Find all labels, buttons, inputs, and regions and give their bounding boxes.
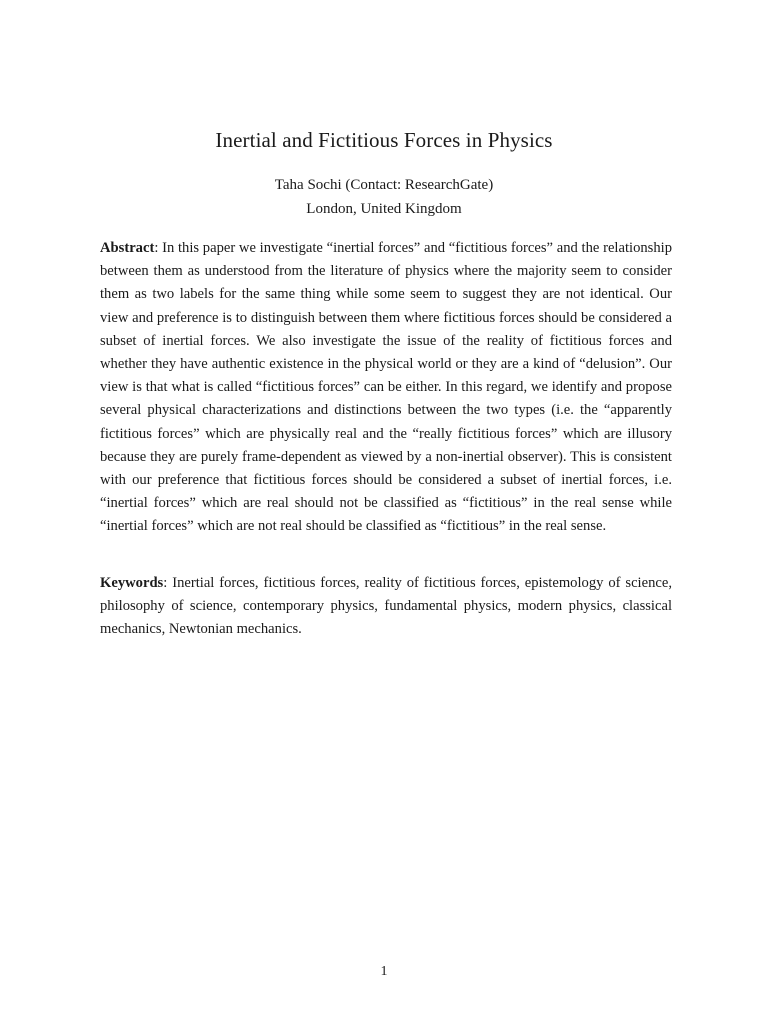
keywords-text: : Inertial forces, fictitious forces, reality of fictitious forces, epistemology of science, philosophy of science, contemporary physics, fundamental physics, modern physics, classical mechanics, Newtonian mechanics. <box>100 575 672 638</box>
keywords-label: Keywords <box>100 575 164 591</box>
author-line: Taha Sochi (Contact: ResearchGate) <box>274 177 494 193</box>
affiliation-line: London, United Kingdom <box>306 201 462 217</box>
keywords-paragraph <box>100 572 672 642</box>
page-number: 1 <box>380 964 388 979</box>
paper-title: Inertial and Fictitious Forces in Physics <box>215 128 553 152</box>
abstract-paragraph <box>100 237 672 539</box>
abstract-section <box>100 237 672 539</box>
keywords-section <box>100 572 672 642</box>
abstract-text: : In this paper we investigate “inertial forces” and “fictitious forces” and the relationship between them as understood from the literature of physics where the majority seem to consider them as two labels for the same thing while some seem to suggest they are not identical. Our view and preference is to distinguish between them where fictitious forces should be considered a subset of inertial forces. We also investigate the issue of the reality of fictitious forces and whether they have authentic existence in the physical world or they are a kind of “delusion”. Our view is that what is called “fictitious forces” can be either. In this regard, we identify and propose several physical characterizations and distinctions between the two types (i.e. the “apparently fictitious forces” which are physically real and the “really fictitious forces” which are illusory because they are purely frame-dependent as viewed by a non-inertial observer). This is consistent with our preference that fictitious forces should be considered a subset of inertial forces, i.e. “inertial forces” which are real should not be classified as “fictitious” in the real sense while “inertial forces” which are not real should be classified as “fictitious” in the real sense. <box>100 240 672 535</box>
abstract-label: Abstract <box>100 240 155 256</box>
